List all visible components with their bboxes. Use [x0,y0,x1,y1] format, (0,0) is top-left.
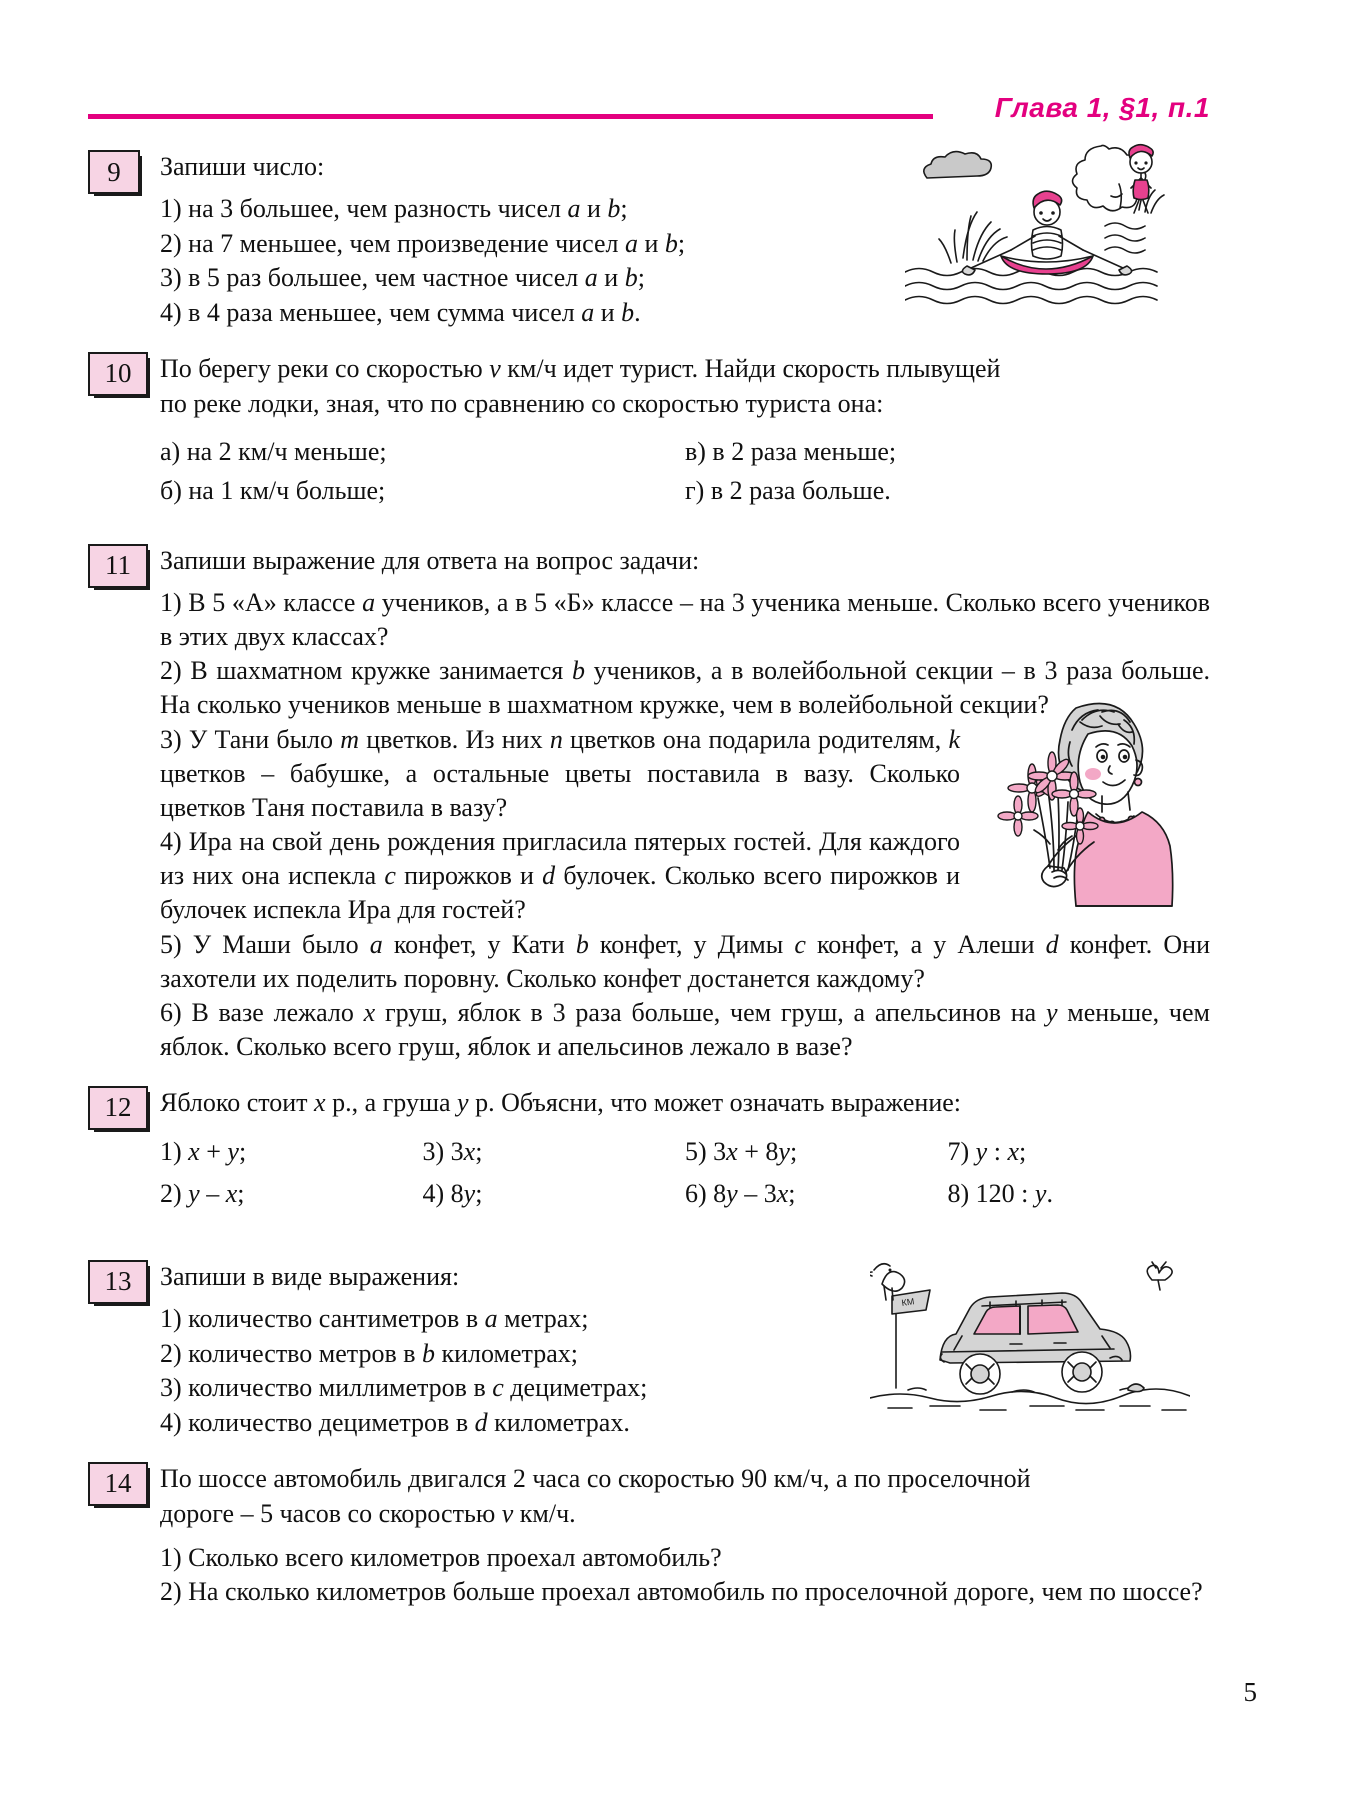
task-14-item-2: 2) На сколько километров больше проехал автомобиль по проселочной дороге, чем по шоссе? [160,1577,1203,1607]
task-13-body [160,1260,960,1440]
task-number-badge-wrap-13 [88,1260,152,1306]
task-11-item-1: 1) В 5 «А» классе a учеников, а в 5 «Б» классе – на 3 ученика меньше. Сколько всего учеников в этих двух классах? [160,587,1210,651]
task-number-11[interactable]: 11 [88,544,148,588]
task-number-13[interactable]: 13 [88,1260,148,1304]
task-12 [88,1086,1210,1236]
task-13-item-1: 1) количество сантиметров в a метрах; [160,1303,589,1333]
task-12-expression-row-2 [160,1174,1210,1214]
task-number-badge-wrap-10 [88,352,152,398]
task-10 [88,352,1210,520]
task-14 [88,1462,1210,1609]
task-10-option-b: б) на 1 км/ч больше; [160,476,386,506]
task-number-10[interactable]: 10 [88,352,148,396]
chapter-heading: Глава 1, §1, п.1 [994,92,1210,123]
girl-with-flowers-illustration [960,690,1195,940]
task-number-badge-wrap-9 [88,150,144,196]
task-13-item-4: 4) количество дециметров в d километрах. [160,1408,630,1438]
task-9-body [160,150,910,330]
car-illustration [870,1240,1190,1420]
task-11-item-6: 6) В вазе лежало x груш, яблок в 3 раза больше, чем груш, а апельсинов на y меньше, чем яблок. Сколько всего груш, яблок и апельсинов лежало в вазе? [160,998,1210,1062]
task-10-options-row-2 [160,472,1210,510]
task-10-body [160,352,1210,510]
task-9-lead: Запиши число: [160,152,325,181]
task-13-lead: Запиши в виде выражения: [160,1261,460,1291]
task-11-item-3: 3) У Тани было m цветков. Из них n цветков она подарила родителям, k цветков – бабушке, а остальные цветы поставила в вазу. Сколько цветков Таня поставила в вазу? [160,724,960,822]
task-12-expression-5: 5) 3x + 8y; [685,1136,798,1166]
task-9-item-2: 2) на 7 меньшее, чем произведение чисел a и b; [160,228,686,258]
task-14-item-1: 1) Сколько всего километров проехал автомобиль? [160,1542,722,1572]
task-number-badge-wrap-11 [88,544,152,590]
task-12-expression-4: 4) 8y; [422,1179,483,1209]
task-10-option-a: а) на 2 км/ч меньше; [160,436,387,466]
task-10-option-v: в) в 2 раза меньше; [685,436,897,466]
task-14-lead-line-2: дороге – 5 часов со скоростью v км/ч. [160,1498,576,1528]
task-10-options-row-1 [160,433,1210,471]
task-12-expression-row-1 [160,1132,1210,1172]
task-12-expression-6: 6) 8y – 3x; [685,1179,796,1209]
task-number-badge-wrap-12 [88,1086,152,1132]
task-number-14[interactable]: 14 [88,1462,148,1506]
svg-text:КМ: КМ [900,1296,915,1308]
task-12-expression-1: 1) x + y; [160,1136,247,1166]
task-12-expression-3: 3) 3x; [422,1136,483,1166]
task-9-item-1: 1) на 3 большее, чем разность чисел a и b; [160,193,628,223]
task-10-option-g: г) в 2 раза больше. [685,476,891,506]
task-9-item-4: 4) в 4 раза меньшее, чем сумма чисел a и b. [160,298,641,328]
boat-illustration [905,140,1195,310]
task-number-12[interactable]: 12 [88,1086,148,1130]
task-12-body [160,1086,1210,1214]
task-9-item-3: 3) в 5 раз большее, чем частное чисел a и b; [160,263,645,293]
task-11-item-4: 4) Ира на свой день рождения пригласила пятерых гостей. Для каждого из них она испекла c пирожков и d булочек. Сколько всего пирожков и булочек испекла Ира для гостей? [160,827,960,924]
page-header [88,92,1210,132]
task-number-badge-wrap-14 [88,1462,152,1508]
task-11-item-5: 5) У Маши было a конфет, у Кати b конфет, у Димы c конфет, а у Алеши d конфет. Они захотели их поделить поровну. Сколько конфет достанется каждому? [160,929,1210,993]
task-10-lead-line-1: По берегу реки со скоростью v км/ч идет турист. Найди скорость плывущей [160,353,1001,383]
header-rule [88,114,933,119]
task-13-item-3: 3) количество миллиметров в c дециметрах; [160,1373,648,1403]
task-12-expression-8: 8) 120 : y. [947,1179,1053,1209]
task-13-item-2: 2) количество метров в b километрах; [160,1338,578,1368]
task-12-expression-7: 7) y : x; [947,1136,1027,1166]
task-10-lead-line-2: по реке лодки, зная, что по сравнению со скоростью туриста она: [160,388,884,418]
page-number: 5 [1243,1677,1257,1707]
task-14-lead-line-1: По шоссе автомобиль двигался 2 часа со скоростью 90 км/ч, а по проселочной [160,1463,1031,1493]
task-12-expression-2: 2) y – x; [160,1179,245,1209]
task-14-body [160,1462,1210,1609]
task-12-lead: Яблоко стоит x р., а груша y р. Объясни, что может означать выражение: [160,1087,962,1117]
task-11-item-2: 2) В шахматном кружке занимается b учеников, а в волейбольной секции – в 3 раза больше. На сколько учеников меньше в шахматном кружке, чем в волейбольной секции? [160,656,1211,720]
task-number-9[interactable]: 9 [88,150,140,194]
task-11-lead: Запиши выражение для ответа на вопрос задачи: [160,545,700,575]
